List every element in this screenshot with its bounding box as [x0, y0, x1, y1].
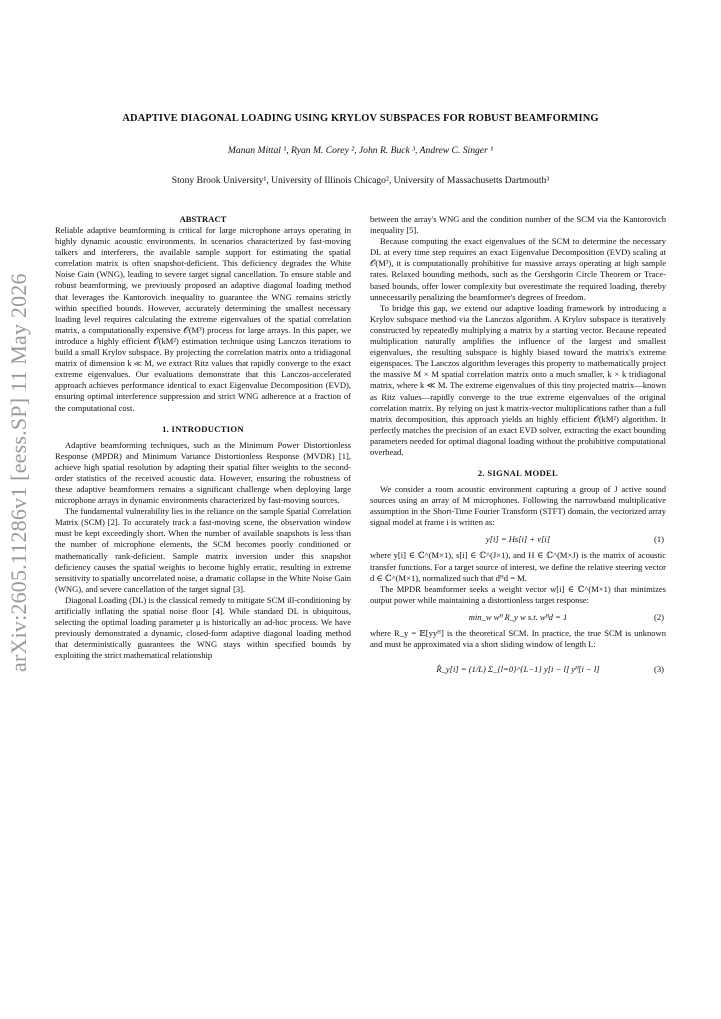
intro-paragraph-2: The fundamental vulnerability lies in the reliance on the sample Spatial Correlation Matrix (SCM) [2]. To accurately track a fast-moving scene, the observation window must be kept exceedingly short. When the number of available snapshots is less than the number of microphone elements, the SCM becomes poorly conditioned or mathematically rank-deficient. Sample matrix inversion under this snapshot deficiency causes the spatial weights to become highly erratic, resulting in extreme sensitivity to spatially uncorrelated noise, a dramatic collapse in the White Noise Gain (WNG), and severe cancellation of the target signal [3].	[55, 506, 351, 594]
right-column	[370, 214, 666, 688]
intro-paragraph-3: Diagonal Loading (DL) is the classical remedy to mitigate SCM ill-conditioning by artificially inflating the spatial noise floor [4]. While standard DL is ubiquitous, selecting the optimal loading parameter μ is historically an ad-hoc process. We have previously demonstrated a dynamic, closed-form adaptive diagonal loading method that deterministically guarantees the WNG stays within specified bounds by exploiting the strict mathematical relationship	[55, 594, 351, 661]
left-column	[55, 214, 351, 661]
equation-2	[370, 610, 666, 624]
intro-paragraph-4: Because computing the exact eigenvalues of the SCM to determine the necessary DL at every time step requires an exact Eigenvalue Decomposition (EVD) scaling at 𝒪(M³), it is computationally prohibitive for massive arrays operating at high sample rates. Relaxed bounding methods, such as the Gershgorin Circle Theorem or Trace-based bounds, offer lower complexity but overestimate the required loading, thereby unnecessarily penalizing the beamformer's degrees of freedom.	[370, 236, 666, 302]
equation-1-body: y[i] = Hs[i] + v[i]	[485, 534, 551, 545]
intro-paragraph-5: To bridge this gap, we extend our adaptive loading framework by introducing a Krylov subspace method via the Lanczos algorithm. A Krylov subspace is iteratively constructed by repeatedly multiplying a matrix by a starting vector. Because repeated multiplication naturally amplifies the influence of the largest and smallest eigenvalues, the resulting subspace is highly biased toward the matrix's extreme eigenspaces. The Lanczos algorithm leverages this property to mathematically project the massive M × M spatial correlation matrix onto a much smaller, k × k tridiagonal matrix, where k ≪ M. The extreme eigenvalues of this tiny projected matrix—known as Ritz values—rapidly converge to the true extreme eigenvalues of the original correlation matrix. By relying on just k matrix-vector multiplications rather than a full matrix decomposition, this approach yields an highly efficient 𝒪(kM²) algorithm. It perfectly matches the precision of an exact EVD solver, extracting the exact bounding parameters needed for optimal diagonal loading without the prohibitive computational overhead.	[370, 302, 666, 457]
signal-model-heading: 2. SIGNAL MODEL	[477, 468, 559, 479]
equation-1	[370, 532, 666, 546]
affiliations: Stony Brook University¹, University of Illinois Chicago², University of Massachusetts Dartmouth³	[171, 175, 550, 186]
equation-3-body: R̂_y[i] = (1/L) Σ_{l=0}^{L−1} y[i − l] yᴴ[i − l]	[436, 664, 600, 675]
intro-paragraph-1: Adaptive beamforming techniques, such as the Minimum Power Distortionless Response (MPDR) and Minimum Variance Distortionless Response (MVDR) [1], achieve high spatial resolution by adapting their spatial filter weights to the second-order statistics of the received acoustic data. However, ensuring the robustness of these adaptive beamformers remains a significant challenge when deploying large microphone arrays in dynamic environments characterized by fast-moving sources.	[55, 439, 351, 506]
abstract-heading: ABSTRACT	[179, 214, 227, 224]
signal-paragraph-4: where R_y = 𝔼[yyᴴ] is the theoretical SCM. In practice, the true SCM is unknown and must be approximated via a short sliding window of length L:	[370, 627, 666, 649]
equation-1-number: (1)	[654, 534, 664, 545]
signal-paragraph-1: We consider a room acoustic environment capturing a group of J active sound sources using an array of M microphones. Following the narrowband multiplicative assumption in the Short-Time Fourier Transform (STFT) domain, the vectorized array signal model at frame i is written as:	[370, 484, 666, 528]
equation-2-body: min_w wᴴ R_y w s.t. wᴴd = 1	[468, 611, 568, 622]
introduction-heading: 1. INTRODUCTION	[162, 423, 244, 434]
equation-3-number: (3)	[654, 664, 664, 675]
signal-paragraph-2: where y[i] ∈ ℂ^(M×1), s[i] ∈ ℂ^(J×1), and H ∈ ℂ^(M×J) is the matrix of acoustic transfer functions. For a target source of interest, we define the relative steering vector d ∈ ℂ^(M×1), normalized such that dᴴd = M.	[370, 550, 666, 583]
equation-2-number: (2)	[654, 611, 664, 622]
arxiv-watermark: arXiv:2605.11286v1 [eess.SP] 11 May 2026	[6, 273, 31, 672]
signal-paragraph-3: The MPDR beamformer seeks a weight vector w[i] ∈ ℂ^(M×1) that minimizes output power while maintaining a distortionless target response:	[370, 583, 666, 605]
paper-title: ADAPTIVE DIAGONAL LOADING USING KRYLOV SUBSPACES FOR ROBUST BEAMFORMING	[122, 113, 599, 124]
intro-continued-paragraph: between the array's WNG and the condition number of the SCM via the Kantorovich inequality [5].	[370, 214, 666, 236]
equation-3	[370, 654, 666, 684]
abstract-text: Reliable adaptive beamforming is critical for large microphone arrays operating in highly dynamic acoustic environments. In scenarios characterized by fast-moving talkers and interferers, the available sample support for estimating the spatial correlation matrix is often snapshot-deficient. This deficiency degrades the White Noise Gain (WNG), leading to severe target signal cancellation. To ensure stable and robust beamforming, we previously proposed an adaptive diagonal loading method that leverages the Kantorovich inequality to guarantee the WNG remains strictly within specified bounds. However, accurately determining the smallest necessary loading level requires calculating the extreme eigenvalues of the spatial correlation matrix, a computationally expensive 𝒪(M³) process for large arrays. In this paper, we introduce a highly efficient 𝒪(kM²) estimation technique using Lanczos iterations to build a small Krylov subspace. By projecting the correlation matrix onto a tridiagonal matrix of dimension k ≪ M, we extract Ritz values that rapidly converge to the exact extreme eigenvalues. Our evaluations demonstrate that this Lanczos-accelerated approach achieves performance identical to exact Eigenvalue Decomposition (EVD), ensuring optimal interference suppression and strict WNG adherence at a fraction of the computational cost.	[55, 225, 351, 413]
author-list: Manan Mittal ¹, Ryan M. Corey ², John R. Buck ³, Andrew C. Singer ¹	[227, 145, 494, 156]
